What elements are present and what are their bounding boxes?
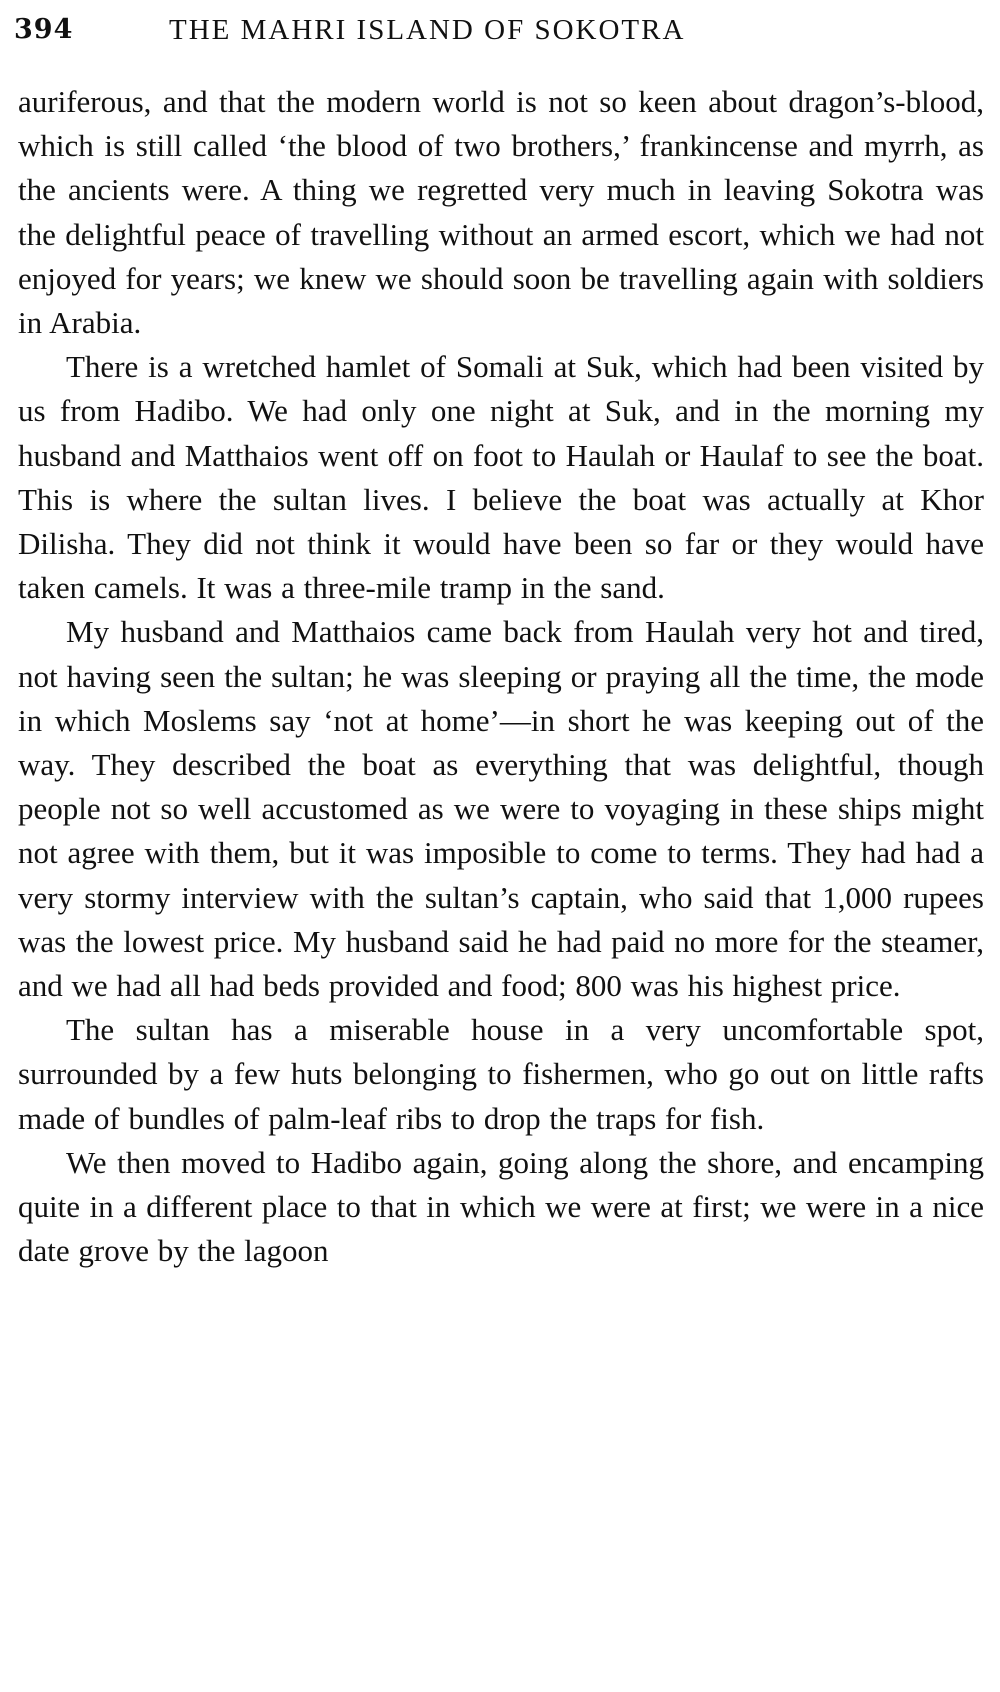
paragraph-return-hadibo: We then moved to Hadibo again, going along the shore, and encamping quite in a different place to that in which we were at first; we were in a nice date grove by the lagoon bbox=[18, 1144, 984, 1269]
paragraph-sultan-house: The sultan has a miserable house in a very uncomfortable spot, surrounded by a few huts belonging to fishermen, who go out on little rafts made of bundles of palm-leaf ribs to drop the traps for fish. bbox=[18, 1012, 984, 1136]
body-text bbox=[18, 80, 984, 1273]
page-number: 394 bbox=[14, 14, 74, 45]
paragraph-suk-hamlet: There is a wretched hamlet of Somali at Suk, which had been visited by us from Hadibo. We had only one night at Suk, and in the morning my husband and Matthaios went off on foot to Haulah or Haulaf to see the boat. This is where the sultan lives. I believe the boat was actually at Khor Dilisha. They did not think it would have been so far or they would have taken camels. It was a three-mile tramp in the sand. bbox=[18, 349, 984, 606]
running-title: THE MAHRI ISLAND OF SOKOTRA bbox=[169, 14, 686, 46]
running-head bbox=[14, 10, 984, 50]
paragraph-continued: auriferous, and that the modern world is not so keen about dragon’s-blood, which is still called ‘the blood of two brothers,’ frankincense and myrrh, as the ancients were. A thing we regretted very much in leaving Sokotra was the delightful peace of travelling without an armed escort, which we had not enjoyed for years; we knew we should soon be travelling again with soldiers in Arabia. bbox=[18, 84, 984, 341]
paragraph-haulah-visit: My husband and Matthaios came back from Haulah very hot and tired, not having seen the sultan; he was sleeping or praying all the time, the mode in which Moslems say ‘not at home’—in short he was keeping out of the way. They described the boat as everything that was delightful, though people not so well accustomed as we were to voyaging in these ships might not agree with them, but it was imposible to come to terms. They had had a very stormy interview with the sultan’s captain, who said that 1,000 rupees was the lowest price. My husband said he had paid no more for the steamer, and we had all had beds provided and food; 800 was his highest price. bbox=[18, 614, 984, 1004]
